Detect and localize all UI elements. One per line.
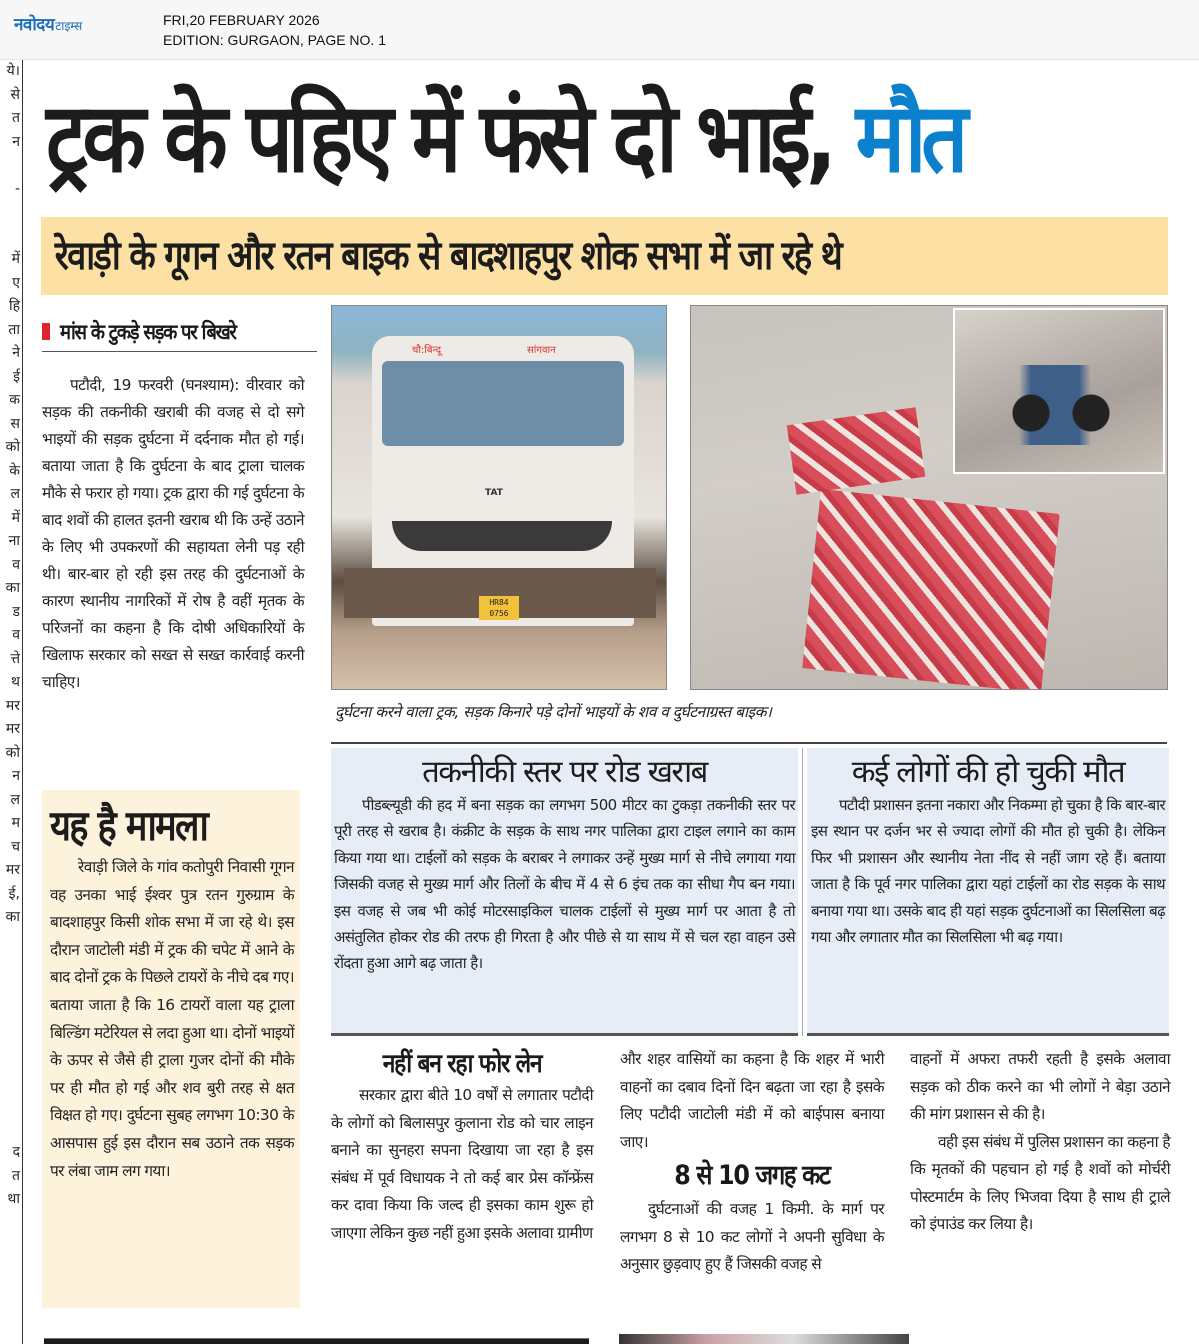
covered-body-shape [787,407,925,494]
cuts-text: दुर्घटनाओं की वजह 1 किमी. के मार्ग पर लगभग 8 से 10 कट लोगों ने अपनी सुविधा के अनुसार छुड़वाए हुए हैं जिसकी वजह से [620,1200,884,1273]
newspaper-logo[interactable] [14,12,82,34]
fragment-text: मर [5,697,20,714]
fragment-text: स [10,415,20,432]
four-lane-heading: नहीं बन रहा फोर लेन [382,1049,542,1079]
side-story-title: मांस के टुकड़े सड़क पर बिखरे [60,319,236,344]
fragment-text: मर [5,721,20,737]
side-story-text: पटौदी, 19 फरवरी (घनश्याम): वीरवार को सड़क की तकनीकी खराबी की वजह से दो सगे भाइयों की सड़क दुर्घटना में दर्दनाक मौत हो गई। बताया जाता है कि दुर्घटना के बाद ट्राला चालक मौके से फरार हो गया। ट्रक द्वारा की गई दुर्घटना के बाद शवों की हालत इतनी खराब थी कि उन्हें उठाने के लिए भी उपकरणों की सहायता लेनी पड़ रही थी। बार-बार हो रही इस तरह की दुर्घटनाओं के कारण स्थानीय नागरिकों में रोष है वहीं मृतक के परिजनों का कहना है कि दोषी अधिकारियों के खिलाफ सरकार को सख्त से सख्त कार्रवाई करनी चाहिए। [42,376,304,691]
fragment-text [0,1047,22,1071]
fragment-text: ने [12,345,20,361]
fragment-text: के [9,462,20,479]
case-box-body [50,854,294,1185]
fragment-text: ए [12,274,20,291]
covered-body-shape [802,489,1060,690]
deaths-box-heading: कई लोगों की हो चुकी मौत [851,754,1125,790]
fragment-text [0,1024,22,1048]
fragment-text: म [11,815,20,831]
fragment-text [0,1118,22,1142]
four-lane-column [331,1046,593,1247]
fragment-text [0,1094,22,1118]
edition-meta [163,10,386,50]
fragment-text: का [5,580,20,596]
road-condition-box [331,748,798,1036]
sub-headline-band [41,217,1168,295]
fragment-text: क [9,392,20,408]
cuts-column [620,1046,884,1279]
red-bullet-icon [42,323,50,340]
fragment-text: को [5,744,20,761]
fragment-text: ल [10,486,20,502]
case-box-text: रेवाड़ी जिले के गांव कतोपुरी निवासी गूगन वह उनका भाई ईश्वर पुत्र रतन गुरुग्राम के बादशाहपुर किसी शोक सभा में जा रहे थे। इस दौरान जाटोली मंडी में ट्रक की चपेट में आने के बाद दोनों ट्रक के पिछले टायरों के नीचे दब गए। बताया जाता है कि 16 टायरों वाला यह ट्राला बिल्डिंग मटेरियल से लदा हुआ था। दोनों भाइयों के ऊपर से जैसे ही ट्राला गुजर दोनों की मौके पर ही मौत हो गई और शव बुरी तरह से क्षत विक्षत हो गए। दुर्घटना सुबह लगभग 10:30 के आसपास हुई इस दौरान सब उठाने तक सड़क पर लंबा जाम लग गया। [50,858,294,1180]
fragment-text: ई, [8,885,20,902]
sub-headline-text: रेवाड़ी के गूगन और रतन बाइक से बादशाहपुर शोक सभा में जा रहे थे [54,233,841,279]
fragment-text: का [5,909,20,925]
fragment-text: से [10,86,20,103]
fragment-text [0,154,22,178]
main-headline [46,78,1014,208]
road-box-heading: तकनीकी स्तर पर रोड खराब [422,754,707,790]
four-lane-text: सरकार द्वारा बीते 10 वर्षों से लगातार पटौदी के लोगों को बिलासपुर कुलाना रोड को चार लाइन बनाने का सुनहरा सपना दिखाया जा रहा है इस संबंध में पूर्व विधायक ने तो कई बार प्रेस कॉन्फ्रेंस कर दावा किया कि जल्द ही इसका काम शुरू हो जाएगा लेकिन कुछ नहीं हुआ इसके अलावा ग्रामीण [331,1086,593,1242]
adjacent-column-fragment [0,60,22,1344]
next-headline-fragment [44,1330,589,1344]
plate-line-1: HR84 [489,598,509,607]
right-col-para-1: वाहनों में अफरा तफरी रहती है इसके अलावा सड़क को ठीक करने का भी लोगों ने बेड़ा उठाने की मांग प्रशासन से की है। [910,1050,1170,1123]
cuts-body [620,1196,884,1279]
accident-scene-photo[interactable] [690,305,1168,690]
side-story-body [42,372,304,696]
column-divider [22,60,23,1344]
four-lane-body [331,1082,593,1247]
fragment-text: था [7,1191,20,1207]
fragment-text [0,201,22,225]
side-story-heading [42,312,317,352]
headline-text: ट्रक के पहिए में फंसे दो भाई, [46,82,856,194]
fragment-text: में [11,251,20,267]
road-box-text: पीडब्ल्यूडी की हद में बना सड़क का लगभग 500 मीटर का टुकड़ा तकनीकी स्तर पर पूरी तरह से खराब है। कंक्रीट के सड़क के साथ नगर पालिका द्वारा टाइल लगाने का काम किया गया था। टाईलों को सड़क के बराबर ने लगाकर उन्हें मुख्य मार्ग से नीचे लगाया गया जिसकी वजह से मुख्य मार्ग और तिलों के बीच में 4 से 6 इंच तक का सीधा गैप बन गया। इस वजह से जब भी कोई मोटरसाइकिल चालक टाईलों से मुख्य मार्ग पर आता है तो असंतुलित होकर रोड की तरफ ही गिरता है और पीछे से या साथ में से चल रहा वाहन उसे रोंदता हुआ आगे बढ़ जाता है। [334,796,795,973]
caption-rule [331,742,1167,744]
fragment-text [0,953,22,977]
edition-page: EDITION: GURGAON, PAGE NO. 1 [163,32,386,48]
fragment-text [0,977,22,1001]
fragment-text: द [12,1144,20,1160]
police-statement-column [910,1046,1170,1239]
case-box-heading: यह है मामला [50,801,208,850]
fragment-text: त [12,110,20,126]
license-plate [479,596,519,620]
case-summary-box [42,790,300,1308]
fragment-text: त [12,1167,20,1184]
next-photo-fragment [619,1334,909,1344]
motorcycle-shape [995,365,1115,445]
fragment-text: - [14,180,20,197]
fragment-text: ई [13,368,20,385]
fragment-text: मर [5,862,20,878]
fragment-text: व [12,627,20,643]
deaths-box-text: पटौदी प्रशासन इतना नकारा और निकम्मा हो चुका है कि बार-बार इस स्थान पर दर्जन भर से ज्यादा लोगों की मौत हो चुकी है। लेकिन फिर भी प्रशासन और स्थानीय नेता नींद से नहीं जाग रहे हैं। बताया जाता है कि पूर्व नगर पालिका द्वारा यहां टाईलों का रोड सड़क के साथ बनाया गया था। उसके बाद ही यहां सड़क दुर्घटनाओं का सिलसिला बढ़ गया और लगातार मौत का सिलसिला भी बढ़ गया। [811,796,1165,947]
photo-caption: दुर्घटना करने वाला ट्रक, सड़क किनारे पड़े दोनों भाइयों के शव व दुर्घटनाग्रस्त बाइक। [335,703,772,721]
fragment-text: थ [11,674,20,690]
logo-main-text: नवोदय [14,15,55,35]
fragment-text: च [11,838,20,855]
column-divider [802,748,803,1036]
cuts-heading: 8 से 10 जगह कट [674,1160,830,1191]
truck-cab-text-left: चौ:बिन्दू [412,345,442,356]
police-statement-text: वही इस संबंध में पुलिस प्रशासन का कहना है कि मृतकों की पहचान हो गई है शवों को मोर्चरी पोस्टमार्टम के लिए भिजवा दिया है साथ ही ट्राले को इंपाउंड कर लिया है। [910,1132,1170,1233]
deaths-box-body [811,792,1165,950]
fragment-text [0,225,22,249]
truck-photo[interactable] [331,305,667,690]
fragment-text: त्ते [10,650,20,667]
fragment-text: को [5,439,20,455]
logo-sub-text: टाइम्स [55,19,83,33]
truck-windshield-shape [382,361,624,446]
fragment-text: हि [8,298,20,314]
fragment-text: न [12,133,20,150]
next-story-fragment [44,1330,1199,1344]
edition-date: FRI,20 FEBRUARY 2026 [163,12,320,28]
truck-grille-shape [392,521,612,551]
fragment-text: में [11,509,20,526]
four-lane-continued: और शहर वासियों का कहना है कि शहर में भारी वाहनों का दबाव दिनों दिन बढ़ता जा रहा है इसके लिए पटौदी जाटोली मंडी में को बाईपास बनाया जाए। [620,1050,884,1151]
truck-cab-text-right: सांगवान [527,345,556,356]
past-deaths-box [807,748,1169,1036]
road-box-body [334,792,795,977]
fragment-text [0,930,22,954]
fragment-text [0,1071,22,1095]
fragment-text: न [12,768,20,784]
fragment-text: व [12,556,20,573]
headline-accent-word: मौत [855,82,964,194]
fragment-text [0,1000,22,1024]
fragment-text: ड [12,603,20,620]
fragment-text: ता [8,321,20,338]
fragment-text: ना [8,533,20,549]
fragment-text: ल [10,791,20,808]
edition-header [0,0,1199,60]
motorcycle-inset-photo[interactable] [953,308,1165,474]
plate-line-2: 0756 [489,609,509,618]
right-col-para-2 [910,1129,1170,1239]
fragment-text: ये। [6,63,20,79]
truck-badge: TAT [485,488,503,498]
